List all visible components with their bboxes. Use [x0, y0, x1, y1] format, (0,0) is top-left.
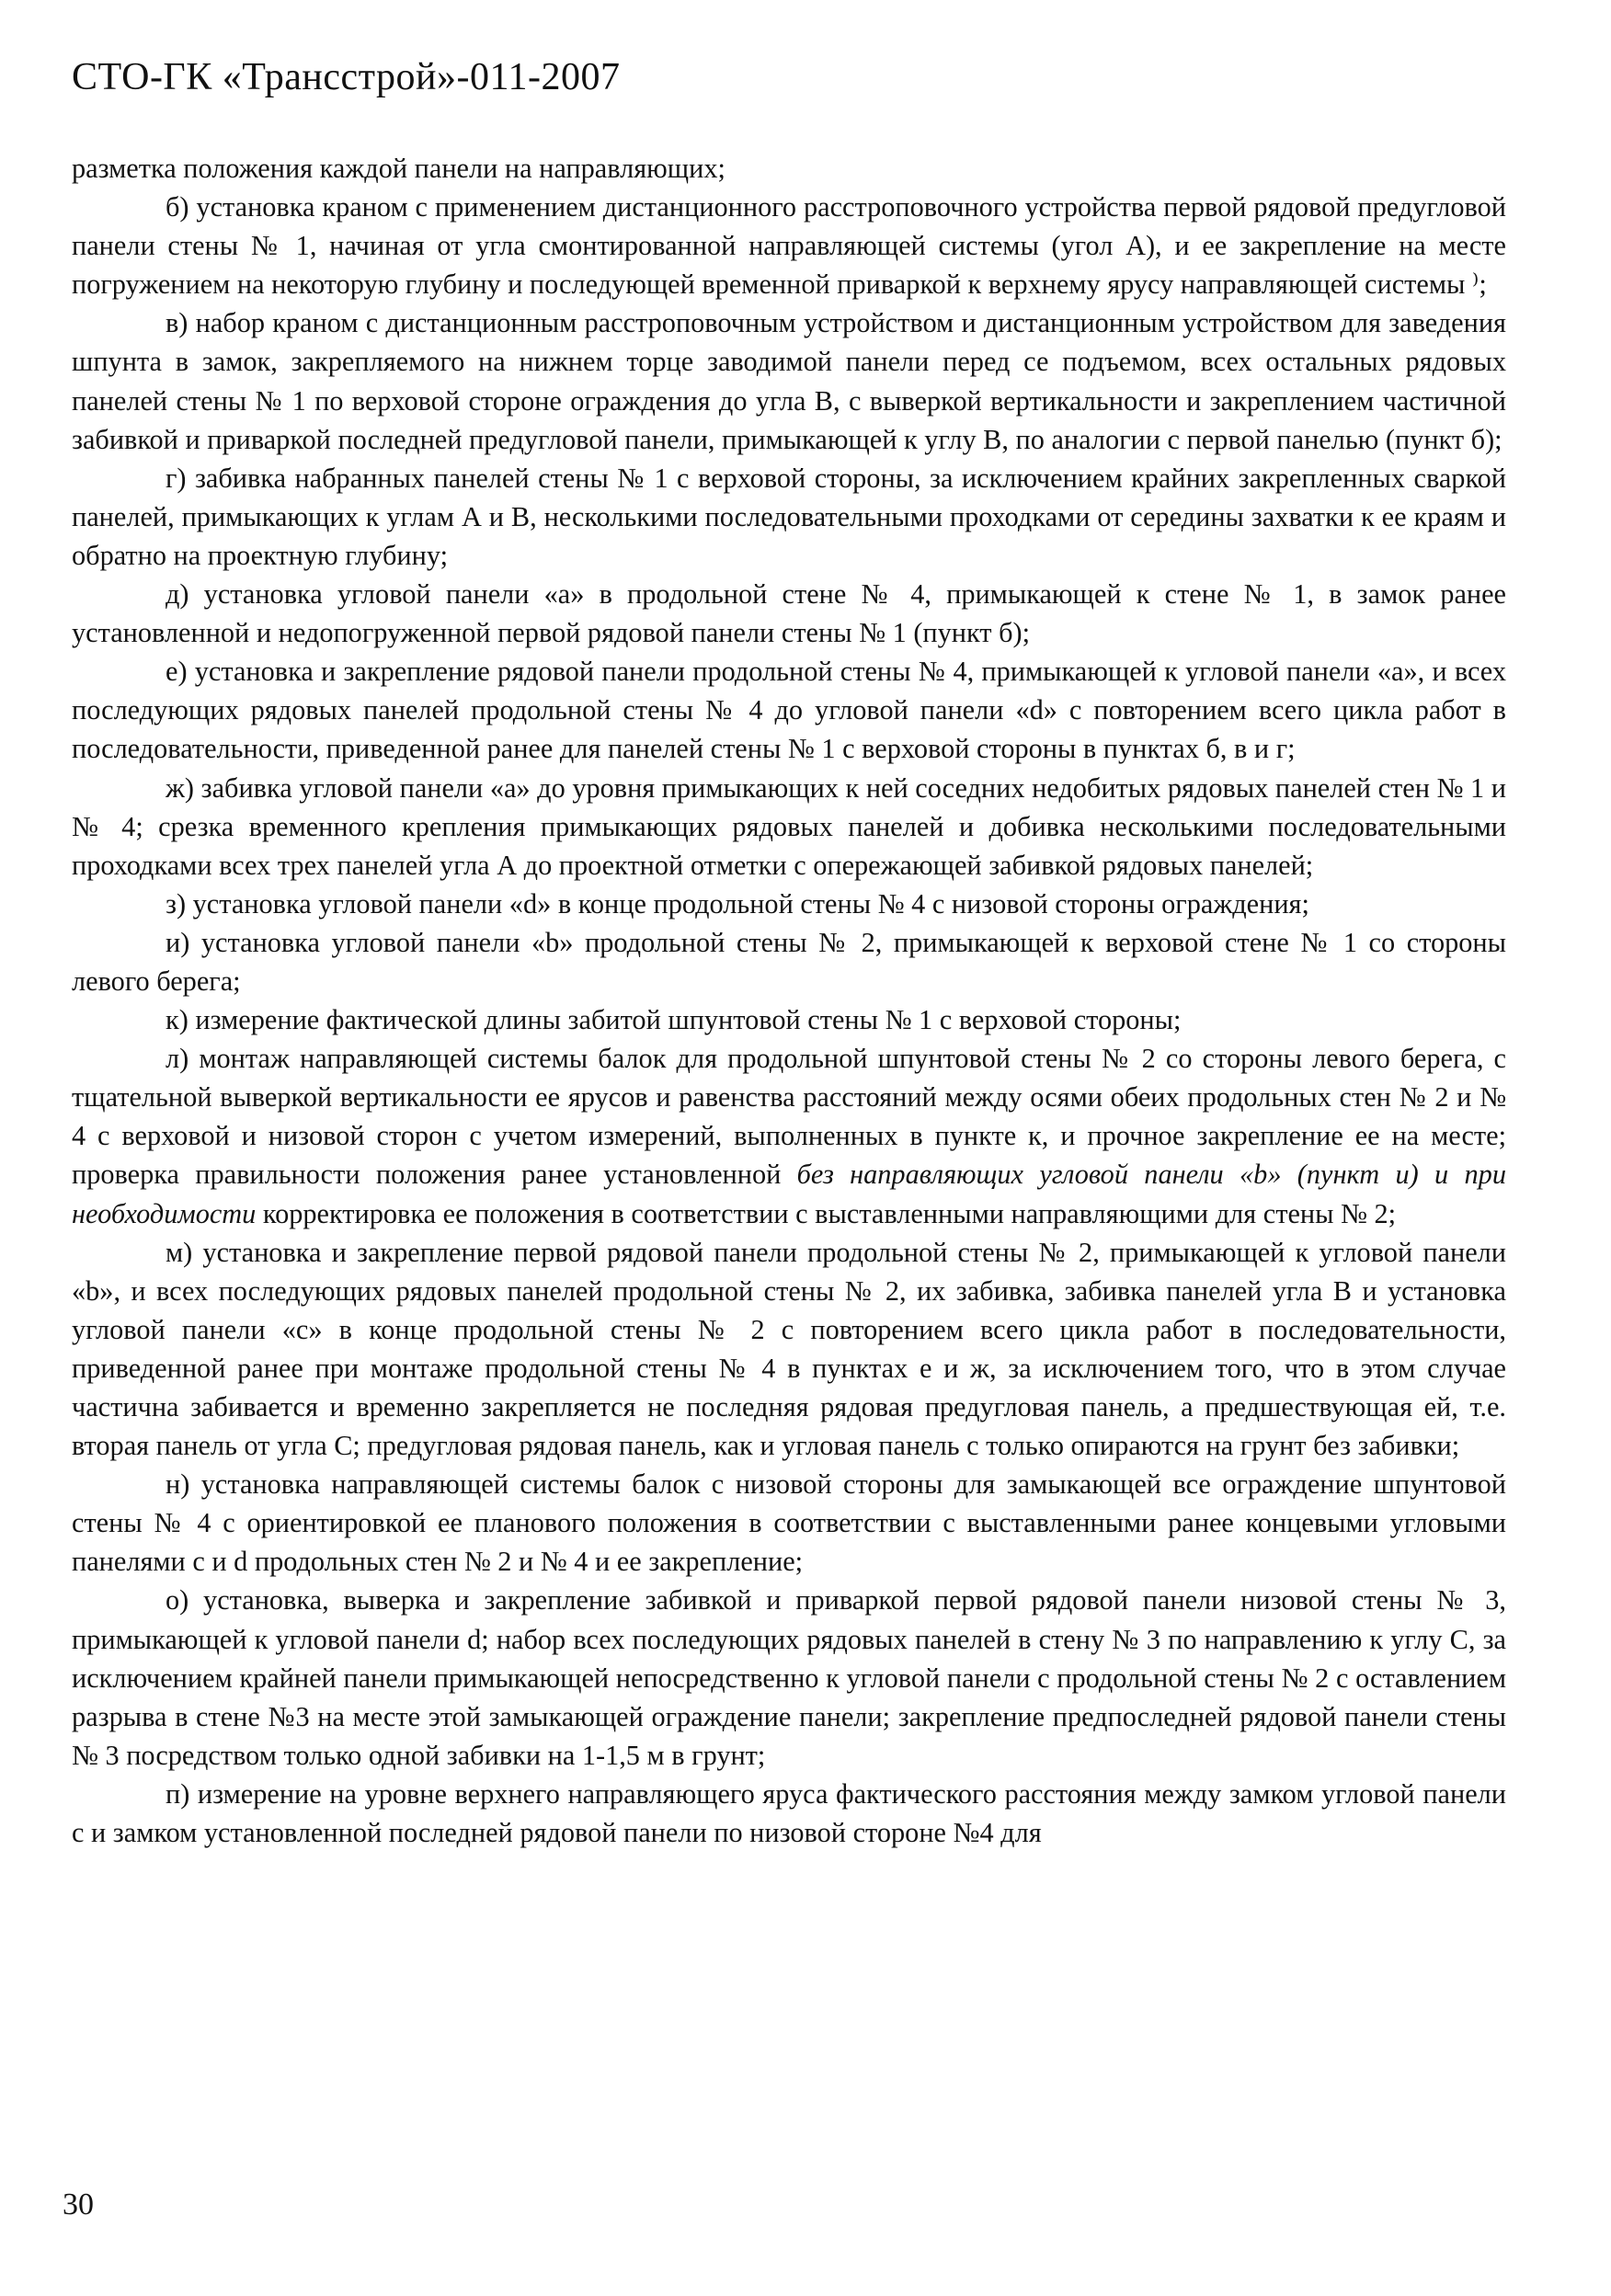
- paragraph-item-g: г) забивка набранных панелей стены № 1 с верховой стороны, за исключением крайних закрепленных сваркой панелей, примыкающих к углам А и В, несколькими последовательными проходками от середины захватки к ее краям и обратно на проектную глубину;: [72, 462, 1506, 571]
- paragraph-item-l-italic-part: без направляющих угловой панели «b» (пункт и) и при необходимости: [72, 1159, 1506, 1229]
- paragraph-item-o: о) установка, выверка и закрепление забивкой и приваркой первой рядовой панели низовой стены № 3, примыкающей к угловой панели d; набор всех последующих рядовых панелей в стену № 3 по направлению к углу С, за исключением крайней панели примыкающей непосредственно к угловой панели с продольной стены № 2 с оставлением разрыва в стене №3 на месте этой замыкающей ограждение панели; закрепление предпоследней рядовой панели стены № 3 посредством только одной забивки на 1-1,5 м в грунт;: [72, 1584, 1506, 1771]
- paragraph-item-l-part-1: л) монтаж направляющей системы балок для продольной шпунтовой стены № 2 со стороны левого берега, с тщательной выверкой вертикальности ее ярусов и равенства расстояний между осями обеих продольных стен № 2 и № 4 с верховой и низовой сторон с учетом измерений, выполненных в пункте к, и прочное закрепление ее на месте; проверка правильности положения ранее установленной: [72, 1043, 1506, 1191]
- paragraph-item-v: в) набор краном с дистанционным расстроповочным устройством и дистанционным устройством для заведения шпунта в замок, закрепляемого на нижнем торце заводимой панели перед се подъемом, всех остальных рядовых панелей стены № 1 по верховой стороне ограждения до угла В, с выверкой вертикальности и закреплением частичной забивкой и приваркой последней предугловой панели, примыкающей к углу В, по аналогии с первой панелью (пункт б);: [72, 307, 1506, 455]
- paragraph-item-n: н) установка направляющей системы балок с низовой стороны для замыкающей все ограждение шпунтовой стены № 4 с ориентировкой ее планового положения в соответствии с выставленными ранее концевыми угловыми панелями с и d продольных стен № 2 и № 4 и ее закрепление;: [72, 1468, 1506, 1578]
- paragraph-item-zh: ж) забивка угловой панели «а» до уровня примыкающих к ней соседних недобитых рядовых панелей стен № 1 и № 4; срезка временного крепления примыкающих рядовых панелей и добивка несколькими последовательными проходками всех трех панелей угла А до проектной отметки с опережающей забивкой рядовых панелей;: [72, 771, 1506, 881]
- paragraph-item-l: [72, 1039, 1506, 1232]
- paragraph-item-b: б) установка краном с применением дистанционного расстроповочного устройства первой рядовой предугловой панели стены № 1, начиная от угла смонтированной направляющей системы (угол А), и ее закрепление на месте погружением на некоторую глубину и последующей временной приваркой к верхнему ярусу направляющей системы ⁾;: [72, 191, 1506, 301]
- paragraph-item-i: и) установка угловой панели «b» продольной стены № 2, примыкающей к верховой стене № 1 со стороны левого берега;: [72, 926, 1506, 997]
- document-body: [72, 149, 1506, 1852]
- paragraph-item-p: п) измерение на уровне верхнего направляющего яруса фактического расстояния между замком угловой панели с и замком установленной последней рядовой панели по низовой стороне №4 для: [72, 1777, 1506, 1849]
- document-standard-code: СТО-ГК «Трансстрой»-011-2007: [72, 56, 621, 98]
- paragraph-item-l-part-3: корректировка ее положения в соответствии с выставленными направляющими для стены № 2;: [256, 1197, 1397, 1229]
- paragraph-item-m: м) установка и закрепление первой рядовой панели продольной стены № 2, примыкающей к угловой панели «b», и всех последующих рядовых панелей продольной стены № 2, их забивка, забивка панелей угла В и установка угловой панели «с» в конце продольной стены № 2 с повторением всего цикла работ в последовательности, приведенной ранее при монтаже продольной стены № 4 в пунктах е и ж, за исключением того, что в этом случае частична забивается и временно закрепляется не последняя рядовая предугловая панель, а предшествующая ей, т.е. вторая панель от угла С; предугловая рядовая панель, как и угловая панель с только опираются на грунт без забивки;: [72, 1236, 1506, 1462]
- paragraph-item-d: д) установка угловой панели «а» в продольной стене № 4, примыкающей к стене № 1, в замок ранее установленной и недопогруженной первой рядовой панели стены № 1 (пункт б);: [72, 578, 1506, 649]
- page-number: 30: [63, 2187, 94, 2222]
- paragraph-item-z: з) установка угловой панели «d» в конце продольной стены № 4 с низовой стороны ограждения;: [166, 887, 1309, 920]
- paragraph-item-e: е) установка и закрепление рядовой панели продольной стены № 4, примыкающей к угловой панели «а», и всех последующих рядовых панелей продольной стены № 4 до угловой панели «d» с повторением всего цикла работ в последовательности, приведенной ранее для панелей стены № 1 с верховой стороны в пунктах б, в и г;: [72, 656, 1506, 765]
- paragraph-continuation: разметка положения каждой панели на направляющих;: [72, 153, 726, 184]
- paragraph-item-k: к) измерение фактической длины забитой шпунтовой стены № 1 с верховой стороны;: [166, 1004, 1182, 1036]
